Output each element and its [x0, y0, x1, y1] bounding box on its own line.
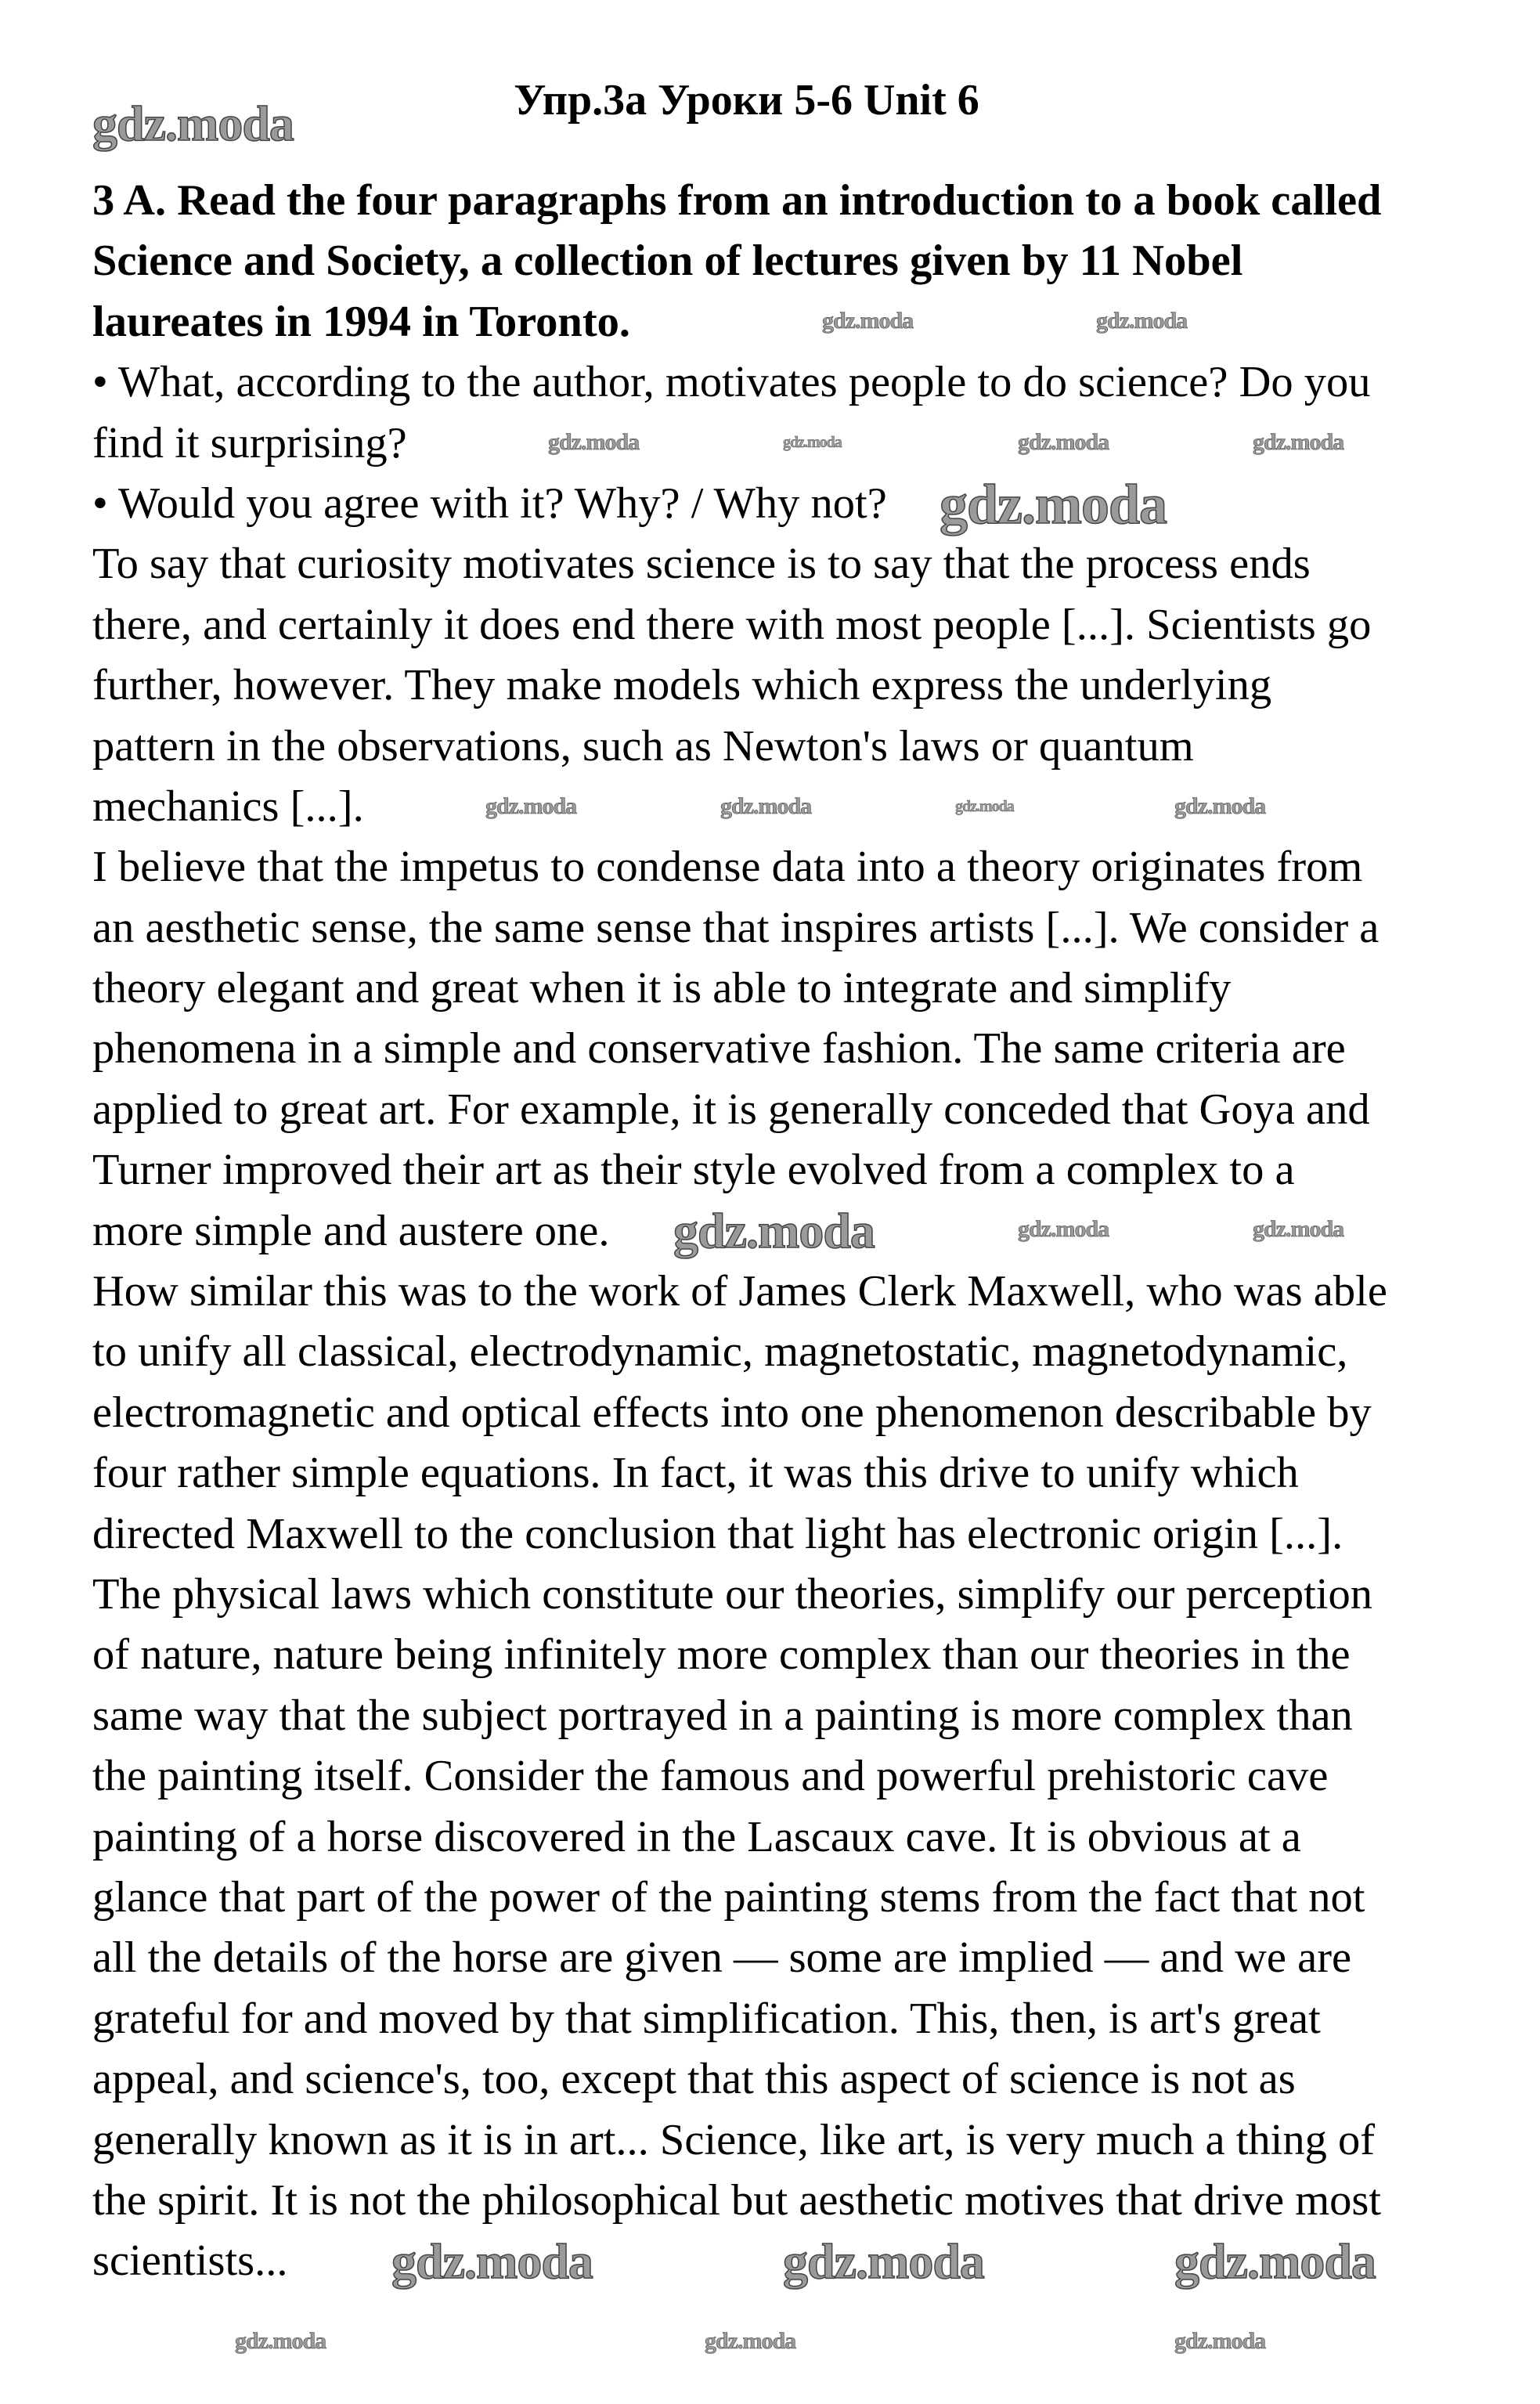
watermark: gdz.moda [485, 793, 577, 819]
text-line: To say that curiosity motivates science is to say that the process ends [92, 540, 1311, 589]
watermark: gdz.moda [783, 2233, 984, 2289]
text-line: to unify all classical, electrodynamic, magnetostatic, magnetodynamic, [92, 1327, 1348, 1377]
text-line: pattern in the observations, such as Newton's laws or quantum [92, 721, 1194, 771]
watermark: gdz.moda [235, 2328, 326, 2354]
text-line: How similar this was to the work of James Clerk Maxwell, who was able [92, 1267, 1387, 1316]
text-line: • Would you agree with it? Why? / Why not? [92, 478, 887, 528]
text-line: I believe that the impetus to condense data into a theory originates from [92, 843, 1363, 892]
text-line: The physical laws which constitute our theories, simplify our perception [92, 1569, 1372, 1619]
text-line: generally known as it is in art... Science, like art, is very much a thing of [92, 2115, 1376, 2164]
watermark: gdz.moda [1018, 429, 1109, 455]
watermark: gdz.moda [1174, 2233, 1376, 2289]
watermark: gdz.moda [1096, 308, 1188, 334]
watermark: gdz.moda [822, 308, 914, 334]
text-line: painting of a horse discovered in the Lascaux cave. It is obvious at a [92, 1812, 1301, 1861]
task-heading-line: Science and Society, a collection of lectures given by 11 Nobel [92, 236, 1243, 286]
watermark: gdz.moda [955, 798, 1014, 815]
page-title: Упр.3а Уроки 5-6 Unit 6 [514, 76, 979, 125]
watermark: gdz.moda [720, 793, 812, 819]
text-line: • What, according to the author, motivates people to do science? Do you [92, 358, 1371, 407]
text-line: all the details of the horse are given — some are implied — and we are [92, 1933, 1352, 1983]
text-line: there, and certainly it does end there with most people [...]. Scientists go [92, 600, 1372, 649]
watermark: gdz.moda [783, 434, 842, 451]
text-line: applied to great art. For example, it is generally conceded that Goya and [92, 1085, 1370, 1134]
watermark: gdz.moda [1174, 2328, 1266, 2354]
task-heading-line: 3 A. Read the four paragraphs from an introduction to a book called [92, 176, 1382, 225]
text-line: directed Maxwell to the conclusion that light has electronic origin [...]. [92, 1509, 1343, 1558]
watermark: gdz.moda [548, 429, 640, 455]
watermark: gdz.moda [1018, 1216, 1109, 1242]
task-heading-line: laureates in 1994 in Toronto. [92, 297, 631, 346]
text-line: Turner improved their art as their style evolved from a complex to a [92, 1146, 1295, 1195]
text-line: four rather simple equations. In fact, it was this drive to unify which [92, 1449, 1299, 1498]
text-line: further, however. They make models which express the underlying [92, 661, 1272, 710]
watermark: gdz.moda [92, 96, 294, 151]
text-line: phenomena in a simple and conservative fashion. The same criteria are [92, 1024, 1346, 1074]
text-line: an aesthetic sense, the same sense that inspires artists [...]. We consider a [92, 903, 1380, 952]
text-line: of nature, nature being infinitely more complex than our theories in the [92, 1630, 1351, 1680]
text-line: the painting itself. Consider the famous and powerful prehistoric cave [92, 1752, 1329, 1801]
watermark: gdz.moda [391, 2233, 593, 2289]
watermark: gdz.moda [673, 1203, 875, 1258]
text-line: glance that part of the power of the painting stems from the fact that not [92, 1872, 1365, 1922]
watermark: gdz.moda [1253, 1216, 1344, 1242]
text-line: find it surprising? [92, 418, 407, 467]
watermark: gdz.moda [940, 473, 1167, 536]
text-line: theory elegant and great when it is able to integrate and simplify [92, 964, 1232, 1013]
watermark: gdz.moda [1253, 429, 1344, 455]
text-line: mechanics [...]. [92, 781, 364, 831]
text-line: same way that the subject portrayed in a painting is more complex than [92, 1691, 1353, 1740]
text-line: electromagnetic and optical effects into one phenomenon describable by [92, 1388, 1372, 1437]
watermark: gdz.moda [705, 2328, 796, 2354]
text-line: appeal, and science's, too, except that this aspect of science is not as [92, 2055, 1296, 2104]
text-line: the spirit. It is not the philosophical but aesthetic motives that drive most [92, 2175, 1382, 2225]
text-line: more simple and austere one. [92, 1206, 610, 1255]
watermark: gdz.moda [1174, 793, 1266, 819]
text-line: scientists... [92, 2236, 288, 2286]
text-line: grateful for and moved by that simplification. This, then, is art's great [92, 1994, 1321, 2043]
